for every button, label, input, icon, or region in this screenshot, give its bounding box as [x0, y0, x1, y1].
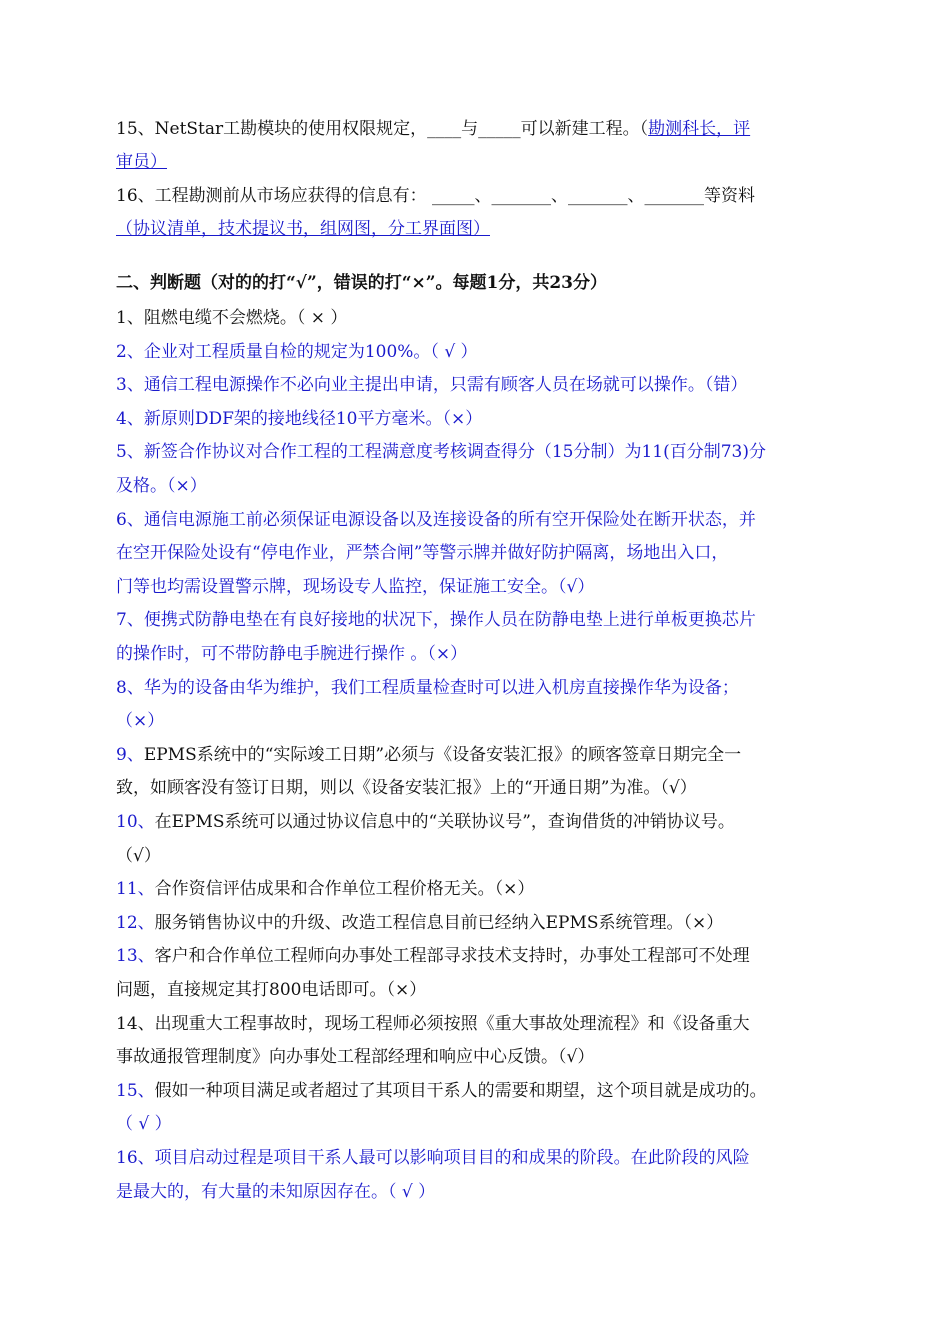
- question-15-text: 15、NetStar工勘模块的使用权限规定，____与_____可以新建工程。（: [116, 119, 649, 139]
- question-line: 7、便携式防静电垫在有良好接地的状况下，操作人员在防静电垫上进行单板更换芯片: [116, 610, 756, 630]
- question-16-text: 16、工程勘测前从市场应获得的信息有： _____、_______、_______、_______等资料: [116, 186, 756, 206]
- question-line: 3、通信工程电源操作不必向业主提出申请，只需有顾客人员在场就可以操作。（错）: [116, 375, 748, 395]
- question-16-line1: [116, 186, 755, 206]
- question-line: 1、阻燃电缆不会燃烧。（ × ）: [116, 308, 348, 328]
- question-line: 在空开保险处设有“停电作业，严禁合闸”等警示牌并做好防护隔离，场地出入口，: [116, 543, 729, 563]
- question-line: 14、出现重大工程事故时，现场工程师必须按照《重大事故处理流程》和《设备重大: [116, 1014, 750, 1034]
- question-line: 是最大的，有大量的未知原因存在。（ √ ）: [116, 1182, 436, 1202]
- question-line: 15、假如一种项目满足或者超过了其项目干系人的需要和期望，这个项目就是成功的。: [116, 1081, 767, 1101]
- question-16-answer[interactable]: （协议清单，技术提议书，组网图，分工界面图）: [116, 219, 490, 239]
- question-line: 8、华为的设备由华为维护，我们工程质量检查时可以进入机房直接操作华为设备；: [116, 678, 739, 698]
- question-line: 11、合作资信评估成果和合作单位工程价格无关。（×）: [116, 879, 535, 899]
- question-line: 事故通报管理制度》向办事处工程部经理和响应中心反馈。（√）: [116, 1047, 595, 1067]
- question-line: （×）: [116, 711, 165, 731]
- question-line: 门等也均需设置警示牌，现场设专人监控，保证施工安全。（√）: [116, 577, 595, 597]
- question-line: 及格。（×）: [116, 476, 207, 496]
- question-line: 10、在EPMS系统可以通过协议信息中的“关联协议号”，查询借货的冲销协议号。: [116, 812, 735, 832]
- question-line: 的操作时，可不带防静电手腕进行操作 。（×）: [116, 644, 468, 664]
- question-line: 12、服务销售协议中的升级、改造工程信息目前已经纳入EPMS系统管理。（×）: [116, 913, 724, 933]
- question-line: 9、EPMS系统中的“实际竣工日期”必须与《设备安装汇报》的顾客签章日期完全一: [116, 745, 742, 765]
- question-16-line2: [116, 219, 490, 239]
- question-15-answer[interactable]: 勘测科长，评: [648, 119, 751, 139]
- question-15-line1: [116, 119, 750, 139]
- question-line: 16、项目启动过程是项目干系人最可以影响项目目的和成果的阶段。在此阶段的风险: [116, 1148, 750, 1168]
- question-15-line2: [116, 152, 167, 172]
- question-line: 4、新原则DDF架的接地线径10平方毫米。（×）: [116, 409, 483, 429]
- question-line: （√）: [116, 846, 161, 866]
- question-line: 2、企业对工程质量自检的规定为100%。（ √ ）: [116, 342, 478, 362]
- question-line: 问题，直接规定其打800电话即可。（×）: [116, 980, 427, 1000]
- section-heading: 二、判断题（对的的打“√”，错误的打“×”。每题1分，共23分）: [116, 273, 608, 293]
- question-line: 5、新签合作协议对合作工程的工程满意度考核调查得分（15分制）为11(百分制73)分: [116, 442, 766, 462]
- question-15-answer-cont[interactable]: 审员）: [116, 152, 167, 172]
- question-line: 13、客户和合作单位工程师向办事处工程部寻求技术支持时，办事处工程部可不处理: [116, 946, 750, 966]
- question-line: 6、通信电源施工前必须保证电源设备以及连接设备的所有空开保险处在断开状态，并: [116, 510, 756, 530]
- question-line: 致，如顾客没有签订日期，则以《设备安装汇报》上的“开通日期”为准。（√）: [116, 778, 697, 798]
- question-line: （ √ ）: [116, 1114, 172, 1134]
